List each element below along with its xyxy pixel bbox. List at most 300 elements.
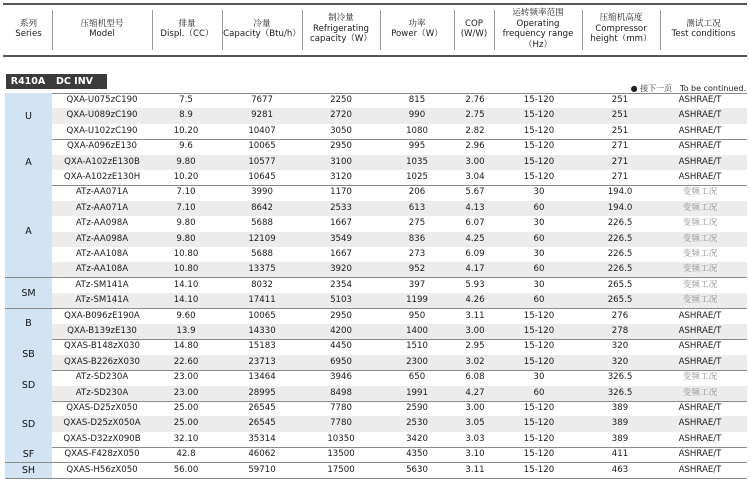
table-row [5,216,747,231]
refrig-cell: 10350 [327,433,355,444]
model-cell: QXA-B139zE130 [67,326,137,336]
cop-cell: 4.25 [465,233,485,244]
test-cell: 变频工况 [682,249,718,259]
header-col-7 [494,4,582,54]
model-cell: QXA-U102zC190 [66,125,138,136]
header-separator [494,10,495,50]
test-cell: ASHRAE/T [678,172,722,182]
header-cn: 冷量 [253,18,271,29]
table-row [5,401,747,416]
cop-cell: 3.03 [465,433,485,444]
cop-cell: 3.11 [465,310,485,321]
refrig-cell: 2950 [330,310,352,321]
displ-cell: 10.20 [173,125,199,136]
model-cell: ATz-AA071A [75,202,129,213]
displ-cell: 25.00 [173,403,199,413]
displ-cell: 8.9 [179,110,193,121]
model-cell: ATz-SM141A [75,279,129,290]
table-row [5,447,747,462]
capacity-cell: 7677 [251,95,273,105]
freq-cell: 15-120 [523,418,555,429]
model-cell: QXAS-H56zX050 [66,464,138,475]
series-cell: SD [5,370,52,401]
test-cell: 变频工况 [682,218,718,229]
power-cell: 952 [408,264,426,275]
continued-note: ● 接下一页 To be continued. [630,84,746,93]
header-cn: 系列 [19,18,38,29]
height-cell: 271 [611,141,629,152]
series-cell: SH [5,463,52,478]
freq-cell: 15-120 [523,95,555,105]
cop-cell: 4.17 [465,264,485,275]
capacity-cell: 15183 [248,341,276,352]
displ-cell: 9.60 [176,310,196,321]
table-row [5,124,747,139]
freq-cell: 60 [533,233,545,244]
test-cell: ASHRAE/T [678,341,722,352]
table-row [5,139,747,154]
power-cell: 2300 [406,356,428,367]
model-cell: ATz-SD230A [75,372,129,383]
power-cell: 273 [408,249,426,259]
power-cell: 950 [408,310,426,321]
model-cell: ATz-AA098A [75,218,129,229]
displ-cell: 14.10 [173,279,199,290]
displ-cell: 42.8 [176,449,196,460]
displ-cell: 9.6 [179,141,193,152]
header-col-1 [52,4,152,54]
test-cell: ASHRAE/T [678,110,722,121]
freq-cell: 15-120 [523,356,555,367]
capacity-cell: 8032 [251,279,273,290]
displ-cell: 10.80 [173,264,199,275]
refrig-cell: 1667 [330,249,352,259]
power-cell: 397 [408,279,426,290]
model-cell: QXA-A102zE130H [63,172,141,182]
capacity-cell: 3990 [251,187,273,198]
refrig-cell: 3100 [330,156,352,167]
height-cell: 411 [611,449,629,460]
freq-cell: 60 [533,295,545,306]
table-row [5,247,747,262]
power-cell: 836 [408,233,426,244]
series-cell: SF [5,447,52,462]
displ-cell: 9.80 [176,218,196,229]
table-row [5,293,747,308]
header-col-2 [152,4,222,54]
freq-cell: 60 [533,264,545,275]
test-cell: 变频工况 [682,187,718,198]
displ-cell: 7.10 [176,187,196,198]
series-cell: SD [5,401,52,447]
header-en: Model [89,29,115,39]
freq-cell: 15-120 [523,449,555,460]
header-separator [380,10,381,50]
height-cell: 194.0 [607,202,633,213]
header-separator [152,10,153,50]
displ-cell: 13.9 [176,326,196,336]
freq-cell: 30 [533,218,545,229]
table-row [5,416,747,431]
power-cell: 2590 [406,403,428,413]
capacity-cell: 10065 [248,141,276,152]
refrig-cell: 8498 [330,387,352,398]
refrig-cell: 3549 [330,233,352,244]
cop-cell: 5.67 [465,187,485,198]
model-cell: QXA-U089zC190 [66,110,138,121]
model-cell: QXAS-D25zX050A [63,418,141,429]
cop-cell: 6.07 [465,218,485,229]
displ-cell: 9.80 [176,233,196,244]
refrig-cell: 13500 [327,449,355,460]
height-cell: 389 [611,433,629,444]
refrig-cell: 2533 [330,202,352,213]
height-cell: 326.5 [607,387,633,398]
model-cell: QXAS-D25zX050 [66,403,138,413]
table-row [5,432,747,447]
height-cell: 265.5 [607,279,633,290]
refrig-cell: 4200 [330,326,352,336]
table-bottom-rule [5,478,747,479]
header-en: Power（W） [391,29,443,39]
model-cell: QXAS-B226zX030 [64,356,140,367]
refrig-cell: 2720 [330,110,352,121]
displ-cell: 23.00 [173,372,199,383]
capacity-cell: 14330 [248,326,276,336]
header-cn: 制冷量 [328,13,354,24]
header-separator [660,10,661,50]
height-cell: 251 [611,110,629,121]
freq-cell: 15-120 [523,125,555,136]
model-cell: QXAS-D32zX090B [63,433,141,444]
displ-cell: 10.20 [173,172,199,182]
refrig-cell: 1667 [330,218,352,229]
test-cell: 变频工况 [682,279,718,290]
height-cell: 320 [611,356,629,367]
cop-cell: 3.11 [465,464,485,475]
capacity-cell: 13464 [248,372,276,383]
height-cell: 271 [611,172,629,182]
capacity-cell: 17411 [248,295,276,306]
cop-cell: 3.04 [465,172,485,182]
test-cell: ASHRAE/T [678,326,722,336]
displ-cell: 9.80 [176,156,196,167]
table-row [5,93,747,108]
header-col-0 [5,4,52,54]
table-row [5,108,747,123]
refrig-cell: 6950 [330,356,352,367]
header-cn: 功率 [408,18,426,29]
height-cell: 251 [611,95,629,105]
height-cell: 463 [611,464,629,475]
table-header [0,4,750,54]
header-cn: 压缩机型号 [80,18,124,29]
capacity-cell: 23713 [248,356,276,367]
height-cell: 320 [611,341,629,352]
cop-cell: 5.93 [465,279,485,290]
height-cell: 271 [611,156,629,167]
header-en: Series [15,29,42,39]
model-cell: ATz-AA071A [75,187,129,198]
displ-cell: 7.5 [179,95,193,105]
test-cell: 变频工况 [682,372,718,383]
refrig-cell: 1170 [330,187,352,198]
test-cell: ASHRAE/T [678,403,722,413]
height-cell: 326.5 [607,372,633,383]
refrig-cell: 5103 [330,295,352,306]
header-separator [222,10,223,50]
refrig-cell: 3946 [330,372,352,383]
freq-cell: 15-120 [523,141,555,152]
test-cell: ASHRAE/T [678,449,722,460]
freq-cell: 15-120 [523,326,555,336]
freq-cell: 15-120 [523,433,555,444]
displ-cell: 32.10 [173,433,199,444]
model-cell: ATz-AA098A [75,233,129,244]
header-en: Test conditions [671,29,736,39]
cop-cell: 2.95 [465,341,485,352]
freq-cell: 15-120 [523,172,555,182]
header-en: Displ.（CC） [160,29,214,39]
freq-cell: 15-120 [523,341,555,352]
test-cell: 变频工况 [682,387,718,398]
cop-cell: 3.00 [465,326,485,336]
header-cn: COP [465,18,483,29]
test-cell: ASHRAE/T [678,310,722,321]
table-row [5,463,747,478]
freq-cell: 30 [533,187,545,198]
test-cell: ASHRAE/T [678,418,722,429]
freq-cell: 60 [533,202,545,213]
header-col-4 [302,4,380,54]
test-cell: 变频工况 [682,233,718,244]
refrigerant-label: R410A [10,76,46,87]
power-cell: 1035 [406,156,428,167]
freq-cell: 30 [533,249,545,259]
test-cell: 变频工况 [682,264,718,275]
table-row [5,155,747,170]
height-cell: 226.5 [607,218,633,229]
capacity-cell: 13375 [248,264,276,275]
series-cell: U [5,93,52,139]
capacity-cell: 28995 [248,387,276,398]
header-en: Refrigerating capacity（W） [310,23,372,45]
capacity-cell: 8642 [251,202,273,213]
test-cell: ASHRAE/T [678,156,722,167]
header-separator [302,10,303,50]
cop-cell: 3.05 [465,418,485,429]
cop-cell: 4.27 [465,387,485,398]
height-cell: 389 [611,418,629,429]
cop-cell: 4.26 [465,295,485,306]
displ-cell: 7.10 [176,202,196,213]
capacity-cell: 10577 [248,156,276,167]
header-col-9 [660,4,747,54]
cop-cell: 3.10 [465,449,485,460]
freq-cell: 15-120 [523,310,555,321]
model-cell: QXA-U075zC190 [66,95,138,105]
refrig-cell: 3050 [330,125,352,136]
refrig-cell: 7780 [330,403,352,413]
cop-cell: 2.82 [465,125,485,136]
header-cn: 测试工况 [686,18,721,29]
model-cell: QXA-A102zE130B [64,156,140,167]
power-cell: 995 [408,141,426,152]
table-row [5,262,747,277]
power-cell: 2530 [406,418,428,429]
displ-cell: 25.00 [173,418,199,429]
power-cell: 613 [408,202,426,213]
table-row [5,232,747,247]
capacity-cell: 9281 [251,110,273,121]
freq-cell: 15-120 [523,156,555,167]
model-cell: ATz-AA108A [75,249,129,259]
displ-cell: 14.80 [173,341,199,352]
header-cn: 排量 [178,18,196,29]
freq-cell: 60 [533,387,545,398]
header-bottom-rule [3,55,747,57]
power-cell: 1025 [406,172,428,182]
capacity-cell: 5688 [251,218,273,229]
table-row [5,324,747,339]
capacity-cell: 35314 [248,433,276,444]
power-cell: 650 [408,372,426,383]
power-cell: 3420 [406,433,428,444]
cop-cell: 3.00 [465,156,485,167]
test-cell: ASHRAE/T [678,125,722,136]
model-cell: QXAS-B148zX030 [64,341,140,352]
test-cell: ASHRAE/T [678,95,722,105]
height-cell: 226.5 [607,264,633,275]
header-col-6 [454,4,494,54]
capacity-cell: 26545 [248,403,276,413]
displ-cell: 14.10 [173,295,199,306]
cop-cell: 3.00 [465,403,485,413]
table-row [5,309,747,324]
power-cell: 1400 [406,326,428,336]
cop-cell: 2.75 [465,110,485,121]
cop-cell: 2.96 [465,141,485,152]
header-en: (W/W) [460,29,488,39]
header-en: Compressor height（mm） [590,23,652,45]
model-cell: QXAS-F428zX050 [64,449,140,460]
height-cell: 194.0 [607,187,633,198]
series-cell: A [5,139,52,185]
cop-cell: 4.13 [465,202,485,213]
refrig-cell: 2354 [330,279,352,290]
cop-cell: 6.09 [465,249,485,259]
power-cell: 275 [408,218,426,229]
power-cell: 1199 [406,295,428,306]
capacity-cell: 10407 [248,125,276,136]
power-cell: 1510 [406,341,428,352]
table-row [5,370,747,385]
table-row [5,339,747,354]
model-cell: ATz-AA108A [75,264,129,275]
height-cell: 226.5 [607,249,633,259]
power-cell: 5630 [406,464,428,475]
capacity-cell: 46062 [248,449,276,460]
header-cn: 运转频率范围 [512,8,564,18]
power-cell: 815 [408,95,426,105]
refrig-cell: 3920 [330,264,352,275]
refrig-cell: 2250 [330,95,352,105]
height-cell: 265.5 [607,295,633,306]
capacity-cell: 5688 [251,249,273,259]
header-en: Operating frequency range（Hz） [502,18,574,50]
model-cell: ATz-SD230A [75,387,129,398]
header-separator [454,10,455,50]
table-row [5,185,747,200]
test-cell: ASHRAE/T [678,433,722,444]
refrig-cell: 7780 [330,418,352,429]
header-col-5 [380,4,454,54]
power-cell: 1991 [406,387,428,398]
freq-cell: 15-120 [523,464,555,475]
displ-cell: 56.00 [173,464,199,475]
test-cell: ASHRAE/T [678,356,722,367]
table-row [5,355,747,370]
table-row [5,386,747,401]
model-cell: QXA-A096zE130 [67,141,137,152]
cop-cell: 3.02 [465,356,485,367]
freq-cell: 30 [533,372,545,383]
displ-cell: 22.60 [173,356,199,367]
height-cell: 226.5 [607,233,633,244]
refrig-cell: 3120 [330,172,352,182]
freq-cell: 30 [533,279,545,290]
header-col-8 [582,4,660,54]
header-separator [582,10,583,50]
power-cell: 4350 [406,449,428,460]
test-cell: ASHRAE/T [678,464,722,475]
cop-cell: 6.08 [465,372,485,383]
table-row [5,278,747,293]
refrig-cell: 17500 [327,464,355,475]
header-col-3 [222,4,302,54]
capacity-cell: 26545 [248,418,276,429]
height-cell: 276 [611,310,629,321]
capacity-cell: 59710 [248,464,276,475]
test-cell: ASHRAE/T [678,141,722,152]
power-cell: 990 [408,110,426,121]
table-row [5,201,747,216]
freq-cell: 15-120 [523,403,555,413]
model-cell: QXA-B096zE190A [64,310,140,321]
height-cell: 278 [611,326,629,336]
height-cell: 251 [611,125,629,136]
series-cell: SM [5,278,52,309]
refrig-cell: 2950 [330,141,352,152]
header-top-rule [3,3,747,5]
cop-cell: 2.76 [465,95,485,105]
freq-cell: 15-120 [523,110,555,121]
series-cell: B [5,309,52,340]
header-en: Capacity（Btu/h） [223,29,301,39]
capacity-cell: 12109 [248,233,276,244]
header-cn: 压缩机高度 [599,13,643,24]
refrigerant-band [6,74,107,89]
compressor-type-label: DC INV [56,76,94,87]
capacity-cell: 10645 [248,172,276,182]
refrig-cell: 4450 [330,341,352,352]
power-cell: 206 [408,187,426,198]
height-cell: 389 [611,403,629,413]
displ-cell: 10.80 [173,249,199,259]
capacity-cell: 10065 [248,310,276,321]
table-row [5,170,747,185]
displ-cell: 23.00 [173,387,199,398]
